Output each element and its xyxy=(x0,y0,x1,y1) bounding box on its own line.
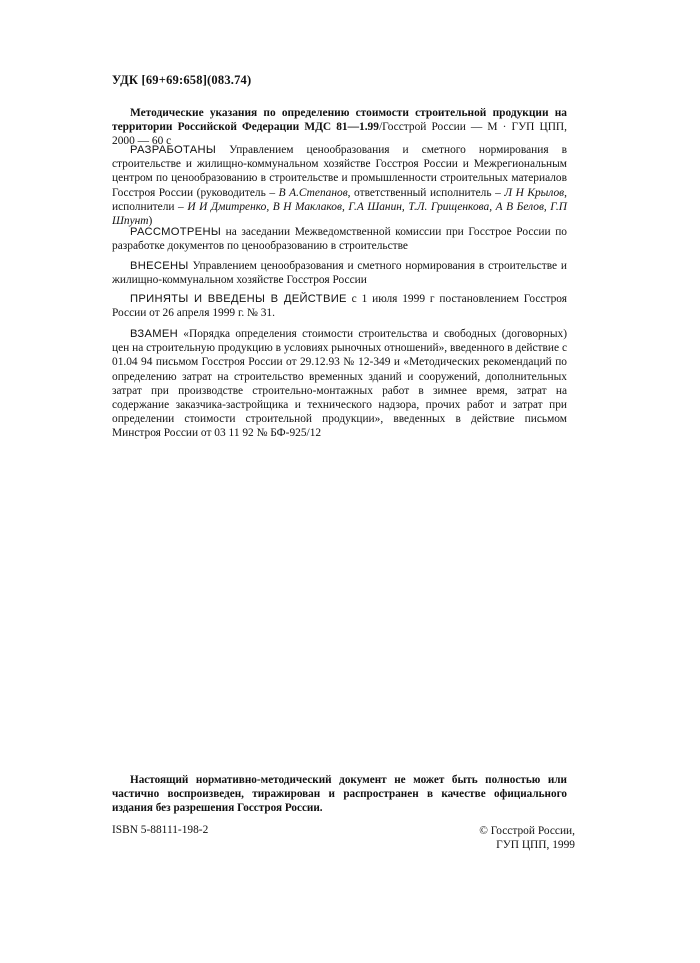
copyright-notice xyxy=(112,773,567,816)
section-prinyaty xyxy=(112,292,567,320)
isbn: ISBN 5-88111-198-2 xyxy=(112,824,209,836)
section-text-connector: , ответственный исполнитель – xyxy=(347,186,505,199)
copyright-holder xyxy=(455,824,575,852)
section-text-end: ) xyxy=(148,215,153,228)
section-label-vneseny: ВНЕСЕНЫ xyxy=(130,260,189,272)
section-text-rassmotreny: на заседании Межведомственной комиссии при Госстрое России по разработке документов по ценообразованию в строительстве xyxy=(112,226,567,253)
section-label-razrabotany: РАЗРАБОТАНЫ xyxy=(130,144,217,156)
section-vzamen xyxy=(112,327,567,441)
section-rassmotreny xyxy=(112,225,567,253)
section-label-prinyaty: ПРИНЯТЫ И ВВЕДЕНЫ В ДЕЙСТВИЕ xyxy=(130,293,347,305)
section-label-vzamen: ВЗАМЕН xyxy=(130,328,178,340)
copyright-line-1: © Госстрой России, xyxy=(479,825,575,837)
copyright-line-2: ГУП ЦПП, 1999 xyxy=(496,839,575,852)
publication-info: /Госстрой России — М · ГУП ЦПП, 2000 — 60 с xyxy=(112,121,567,148)
section-label-rassmotreny: РАССМОТРЕНЫ xyxy=(130,226,222,238)
responsible-executor-name: Л Н Крылов xyxy=(504,186,565,199)
section-text-connector-2: , исполнители – xyxy=(112,186,567,213)
section-text-vzamen: «Порядка определения стоимости строительства и свободных (договорных) цен на строительную продукцию в условиях рыночных отношений», введенного в действие с 01.04 94 письмом Госстроя России от 29.12.93 № 12-349 и «Методических рекомендаций по определению затрат на строительство временных зданий и сооружений, дополнительных затрат при производстве строительно-монтажных работ в зимнее время, затрат на содержание заказчика-застройщика и технического надзора, прочих работ и затрат при определении стоимости строительной продукции», введенных в действие письмом Минстроя России от 03 11 92 № БФ-925/12 xyxy=(112,328,567,440)
document-title: Методические указания по определению стоимости строительной продукции на территории Российской Федерации МДС 81—1.99 xyxy=(112,107,567,134)
executors-names: И И Дмитренко, В Н Маклаков, Г.А Шанин, Т.Л. Грищенкова, А В Белов, Г.П Шпунт xyxy=(112,200,568,228)
copyright-notice-text: Настоящий нормативно-методический документ не может быть полностью или частично воспроизведен, тиражирован и распространен в качестве официального издания без разрешения Госстроя России. xyxy=(112,774,567,815)
section-text-vneseny: Управлением ценообразования и сметного нормирования в строительстве и жилищно-коммунальном хозяйстве Госстроя России xyxy=(112,260,567,287)
section-vneseny xyxy=(112,259,567,287)
section-razrabotany xyxy=(112,143,567,228)
leader-name: В А.Степанов xyxy=(278,186,348,199)
section-text-prinyaty: с 1 июля 1999 г постановлением Госстроя России от 26 апреля 1999 г. № 31. xyxy=(112,293,567,320)
section-text-razrabotany: Управлением ценообразования и сметного нормирования в строительстве и жилищно-коммунальном хозяйстве Госстроя России и Межрегиональным центром по ценообразованию в строительстве и промышленности строительных материалов Госстроя России (руководитель – xyxy=(112,144,567,199)
udk-code: УДК [69+69:658](083.74) xyxy=(112,73,252,87)
